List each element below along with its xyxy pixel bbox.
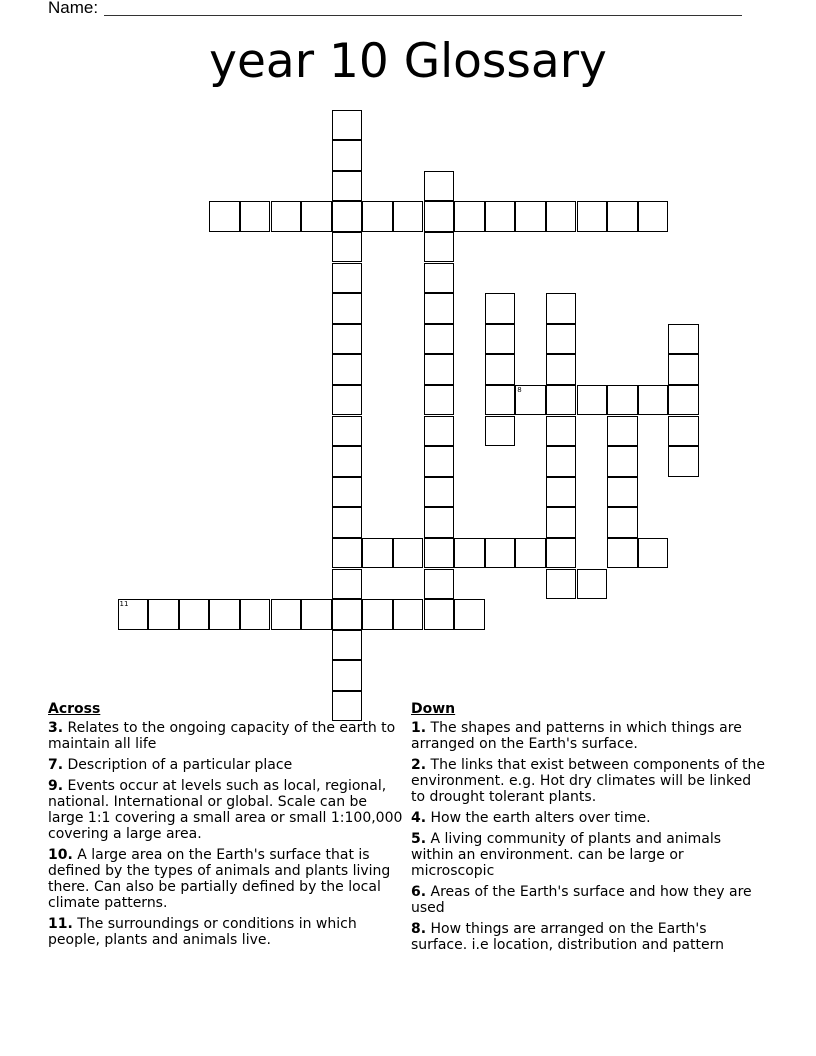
crossword-cell[interactable]	[546, 201, 577, 232]
clue-text: How the earth alters over time.	[430, 810, 651, 826]
crossword-cell[interactable]	[209, 201, 240, 232]
crossword-cell[interactable]	[546, 538, 577, 569]
crossword-cell[interactable]	[424, 385, 455, 416]
crossword-cell[interactable]	[577, 201, 608, 232]
crossword-cell[interactable]	[332, 263, 363, 294]
crossword-cell[interactable]	[607, 507, 638, 538]
across-clue	[48, 720, 404, 752]
crossword-cell[interactable]	[607, 477, 638, 508]
across-clue	[48, 757, 404, 773]
clue-text: The links that exist between components of the environment. e.g. Hot dry climates will be linked to drought tolerant plants.	[411, 757, 766, 805]
crossword-cell[interactable]	[332, 110, 363, 141]
clue-number: 3.	[48, 720, 64, 736]
crossword-cell[interactable]	[607, 416, 638, 447]
crossword-cell[interactable]	[424, 263, 455, 294]
clue-number-label: 8	[517, 385, 522, 394]
crossword-cell[interactable]	[393, 538, 424, 569]
crossword-cell[interactable]	[332, 630, 363, 661]
crossword-cell[interactable]	[546, 446, 577, 477]
crossword-cell[interactable]	[179, 599, 210, 630]
crossword-cell[interactable]	[240, 201, 271, 232]
page-title: year 10 Glossary	[209, 34, 607, 89]
crossword-cell[interactable]	[638, 201, 669, 232]
crossword-cell[interactable]	[515, 201, 546, 232]
crossword-cell[interactable]	[148, 599, 179, 630]
crossword-cell[interactable]	[393, 201, 424, 232]
crossword-cell[interactable]	[454, 538, 485, 569]
across-heading: Across	[48, 701, 101, 717]
crossword-cell[interactable]	[546, 324, 577, 355]
crossword-cell[interactable]	[424, 324, 455, 355]
down-clue	[411, 810, 766, 826]
crossword-cell[interactable]	[485, 201, 516, 232]
crossword-cell[interactable]	[393, 599, 424, 630]
crossword-cell[interactable]	[332, 538, 363, 569]
clue-number: 5.	[411, 831, 427, 847]
clue-text: Areas of the Earth's surface and how they are used	[411, 884, 752, 916]
crossword-cell[interactable]	[362, 201, 393, 232]
crossword-cell[interactable]	[546, 385, 577, 416]
across-clue	[48, 778, 404, 842]
clue-text: How things are arranged on the Earth's surface. i.e location, distribution and pattern	[411, 921, 724, 953]
clue-text: A large area on the Earth's surface that is defined by the types of animals and plants living there. Can also be partially defined by the local climate patterns.	[48, 847, 391, 911]
crossword-cell[interactable]	[332, 599, 363, 630]
clue-text: Description of a particular place	[67, 757, 293, 773]
down-clue	[411, 757, 766, 805]
clue-number: 10.	[48, 847, 73, 863]
clue-text: Relates to the ongoing capacity of the earth to maintain all life	[48, 720, 396, 752]
down-heading: Down	[411, 701, 456, 717]
crossword-cell[interactable]	[271, 201, 302, 232]
crossword-cell[interactable]	[424, 354, 455, 385]
crossword-cell[interactable]	[485, 293, 516, 324]
crossword-cell[interactable]	[546, 354, 577, 385]
crossword-cell[interactable]	[332, 354, 363, 385]
crossword-cell[interactable]	[424, 507, 455, 538]
crossword-cell[interactable]	[546, 416, 577, 447]
crossword-cell[interactable]	[118, 599, 149, 630]
crossword-cell[interactable]	[454, 201, 485, 232]
crossword-cell[interactable]	[607, 538, 638, 569]
crossword-cell[interactable]	[577, 385, 608, 416]
crossword-cell[interactable]	[362, 538, 393, 569]
clue-text: Events occur at levels such as local, regional, national. International or global. Scale can be large 1:1 covering a small area or small 1:100,000 covering a large area.	[48, 778, 403, 842]
name-label: Name:	[48, 0, 99, 17]
crossword-cell[interactable]	[607, 446, 638, 477]
crossword-cell[interactable]	[668, 416, 699, 447]
crossword-cell[interactable]	[546, 477, 577, 508]
crossword-cell[interactable]	[301, 201, 332, 232]
down-clue	[411, 720, 766, 752]
crossword-cell[interactable]	[515, 538, 546, 569]
crossword-cell[interactable]	[424, 171, 455, 202]
crossword-cell[interactable]	[332, 232, 363, 263]
crossword-cell[interactable]	[668, 354, 699, 385]
crossword-cell[interactable]	[424, 569, 455, 600]
across-clue	[48, 847, 404, 911]
crossword-cell[interactable]	[271, 599, 302, 630]
crossword-cell[interactable]	[638, 538, 669, 569]
crossword-cell[interactable]	[668, 446, 699, 477]
crossword-cell[interactable]	[515, 385, 546, 416]
crossword-cell[interactable]	[485, 416, 516, 447]
crossword-cell[interactable]	[485, 385, 516, 416]
crossword-cell[interactable]	[332, 171, 363, 202]
clue-number: 8.	[411, 921, 427, 937]
crossword-cell[interactable]	[424, 538, 455, 569]
crossword-cell[interactable]	[546, 569, 577, 600]
crossword-cell[interactable]	[485, 354, 516, 385]
across-clues	[48, 701, 404, 953]
down-clue	[411, 831, 766, 879]
crossword-cell[interactable]	[424, 477, 455, 508]
crossword-cell[interactable]	[332, 660, 363, 691]
clue-number: 11.	[48, 916, 73, 932]
crossword-cell[interactable]	[485, 324, 516, 355]
down-clue	[411, 884, 766, 916]
clue-text: A living community of plants and animals within an environment. can be large or microscopic	[411, 831, 722, 879]
crossword-cell[interactable]	[424, 599, 455, 630]
crossword-cell[interactable]	[332, 477, 363, 508]
crossword-cell[interactable]	[332, 569, 363, 600]
clue-number: 6.	[411, 884, 427, 900]
crossword-cell[interactable]	[638, 385, 669, 416]
clue-number: 4.	[411, 810, 427, 826]
crossword-cell[interactable]	[209, 599, 240, 630]
crossword-cell[interactable]	[332, 324, 363, 355]
crossword-cell[interactable]	[240, 599, 271, 630]
crossword-cell[interactable]	[332, 293, 363, 324]
crossword-cell[interactable]	[301, 599, 332, 630]
down-clues	[411, 701, 766, 958]
crossword-cell[interactable]	[332, 507, 363, 538]
crossword-cell[interactable]	[607, 385, 638, 416]
crossword-cell[interactable]	[454, 599, 485, 630]
clue-number: 9.	[48, 778, 64, 794]
clue-number-label: 11	[119, 600, 129, 609]
crossword-cell[interactable]	[424, 446, 455, 477]
clue-text: The shapes and patterns in which things are arranged on the Earth's surface.	[411, 720, 742, 752]
crossword-cell[interactable]	[332, 446, 363, 477]
down-clue	[411, 921, 766, 953]
crossword-cell[interactable]	[577, 569, 608, 600]
crossword-cell[interactable]	[485, 538, 516, 569]
crossword-cell[interactable]	[332, 201, 363, 232]
crossword-cell[interactable]	[332, 385, 363, 416]
clue-number: 2.	[411, 757, 427, 773]
crossword-cell[interactable]	[546, 293, 577, 324]
crossword-cell[interactable]	[668, 324, 699, 355]
crossword-cell[interactable]	[546, 507, 577, 538]
across-clue	[48, 916, 404, 948]
crossword-cell[interactable]	[607, 201, 638, 232]
clue-number: 7.	[48, 757, 64, 773]
crossword-cell[interactable]	[424, 416, 455, 447]
clue-number: 1.	[411, 720, 427, 736]
crossword-cell[interactable]	[424, 232, 455, 263]
clue-text: The surroundings or conditions in which people, plants and animals live.	[48, 916, 357, 948]
crossword-cell[interactable]	[424, 201, 455, 232]
crossword-cell[interactable]	[668, 385, 699, 416]
crossword-cell[interactable]	[332, 416, 363, 447]
crossword-cell[interactable]	[362, 599, 393, 630]
crossword-cell[interactable]	[332, 140, 363, 171]
crossword-cell[interactable]	[424, 293, 455, 324]
